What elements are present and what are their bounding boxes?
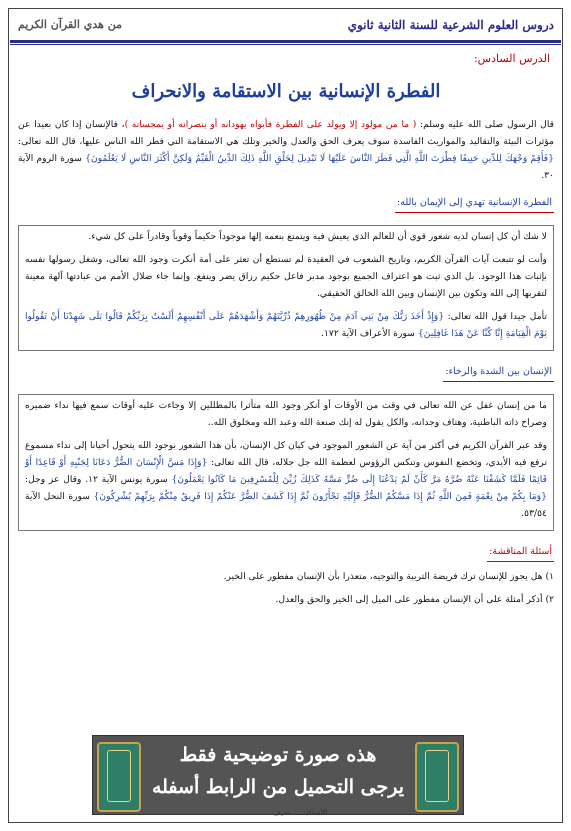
intro-lead: قال الرسول صلى الله عليه وسلم: [416, 119, 555, 130]
preview-banner[interactable] [92, 735, 464, 815]
section-box-fitra [18, 225, 554, 351]
intro-paragraph [18, 116, 554, 184]
intro-mid: ، فالإنسان إذا كان بعيدا عن مؤثرات البيئة والتقاليد والمواريث الفاسدة سوف يعرف الحق والعدل والخير وتلك هي الاستقامة التي فطر الله الناس عليها، قال الله تعالى: [18, 119, 554, 147]
section-heading-hardship: الإنسان بين الشدة والرخاء: [443, 363, 554, 382]
section1-p3-lead: تأمل جيدا قول الله تعالى: [444, 311, 548, 322]
book-icon [97, 742, 141, 812]
banner-text-download: يرجى التحميل من الرابط أسفله [151, 776, 405, 798]
question-item: ٢) أذكر أمثلة على أن الإنسان مفطور على الميل إلى الخير والحق والعدل. [275, 594, 554, 605]
section2-paragraph-2 [25, 437, 547, 522]
header-divider-thin [10, 44, 561, 45]
lesson-title: الفطرة الإنسانية بين الاستقامة والانحراف [131, 81, 441, 102]
section1-paragraph-3 [25, 308, 547, 342]
book-icon [415, 742, 459, 812]
section1-paragraph-2: وأنت لو تتبعت آيات القرآن الكريم، وتاريخ الشعوب في العقيدة لم تستطع أن تعثر على أمة أنكرت وجود الله تعالى، وشغل رسولها نفسه بإثبات هذا الوجود. بل الذي ثبت هو اعتراف الجميع بوجود مدبر فاعل حكيم رزاق يضر وينفع. وإنما جاء ضلال الأمم من عبادتها آلهة معينة لتقربها إلى الله وتكون بين الإنسان وبين الله الخالق الحقيقي. [25, 254, 547, 299]
banner-text-preview: هذه صورة توضيحية فقط [179, 744, 377, 766]
ayah-nahl: {وَمَا بِكُمْ مِنْ نِعْمَةٍ فَمِنَ اللَّهِ ثُمَّ إِذَا مَسَّكُمُ الضُّرُّ فَإِلَيْهِ تَجْأَرُونَ ثُمَّ إِذَا كَشَفَ الضُّرَّ عَنْكُمْ إِذَا فَرِيقٌ مِنْكُمْ بِرَبِّهِمْ يُشْرِكُونَ} [93, 491, 547, 502]
hadith-quote: ( ما من مولود إلا ويولد على الفطرة فأبواه يهودانه أو ينصرانه أو يمجسانه ) [124, 119, 417, 130]
ayah-araf: {وَإِذْ أَخَذَ رَبُّكَ مِنْ بَنِي آدَمَ مِنْ ظُهُورِهِمْ ذُرِّيَّتَهُمْ وَأَشْهَدَهُمْ عَلَى أَنْفُسِهِمْ أَلَسْتُ بِرَبِّكُمْ قَالُوا بَلَى شَهِدْنَا أَنْ تَقُولُوا يَوْمَ الْقِيَامَةِ إِنَّا كُنَّا عَنْ هَذَا غَافِلِينَ} [25, 311, 547, 339]
section-heading-questions: أسئلة المناقشة: [487, 543, 554, 562]
section2-p2-lead: وقد عبر القرآن الكريم في أكثر من آية عن الشعور الموجود في كيان كل الإنسان، بأن هذا الشعور بوجود الله يتحول أحيانا إلى نداء مسموع ترفع فيه الأيدي، وتخضع النفوس وتنكس الرؤوس لعظمة الله جل جلاله، قال الله تعالى: [25, 440, 547, 468]
section2-p2-mid: سورة يونس الآية ١٢. وقال عز وجل: [25, 474, 172, 485]
lesson-number: الدرس السادس: [473, 52, 550, 65]
section2-paragraph-1: ما من إنسان غفل عن الله تعالى في وقت من الأوقات أو أنكر وجود الله متأثرا بالمظللين إلا وجاءت عليه أوقات سمع فيها نداء ضميره وصراخ ذاته الباطنية، وهتاف وجدانه، والكل يقول له إنك صنعة الله وعبد الله ومخلوق الله.. [25, 400, 547, 428]
section-heading-fitra: الفطرة الإنسانية تهدي إلى الإيمان بالله: [395, 194, 554, 213]
section1-paragraph-1: لا شك أن كل إنسان لديه شعور قوي أن للعالم الذي يعيش فيه ويتمتع بنعمه إلها موجوداً حكيماً وقوياً وقادراً على كل شيء. [88, 231, 547, 242]
page-header [12, 18, 560, 42]
section-box-hardship [18, 394, 554, 531]
header-subtitle: من هدي القرآن الكريم [18, 18, 123, 31]
footer-author: الأستاذ: ... ضيف [272, 808, 328, 817]
lesson-content [18, 50, 554, 614]
header-title: دروس العلوم الشرعية للسنة الثانية ثانوي [347, 18, 554, 32]
ayah-yunus: {وَإِذَا مَسَّ الْإِنْسَانَ الضُّرُّ دَعَانَا لِجَنْبِهِ أَوْ قَاعِدًا أَوْ قَائِمًا فَلَمَّا كَشَفْنَا عَنْهُ ضُرَّهُ مَرَّ كَأَنْ لَمْ يَدْعُنَا إِلَى ضُرٍّ مَسَّهُ كَذَلِكَ زُيِّنَ لِلْمُسْرِفِينَ مَا كَانُوا يَعْمَلُونَ} [25, 457, 547, 485]
ayah-rum: {فَأَقِمْ وَجْهَكَ لِلدِّينِ حَنِيفًا فِطْرَتَ اللَّهِ الَّتِي فَطَرَ النَّاسَ عَلَيْهَا لَا تَبْدِيلَ لِخَلْقِ اللَّهِ ذَلِكَ الدِّينُ الْقَيِّمُ وَلَكِنَّ أَكْثَرَ النَّاسِ لَا يَعْلَمُونَ} [85, 153, 554, 164]
question-item: ١) هل يجوز للإنسان ترك فريضة التربية والتوجيه، متعذرا بأن الإنسان مفطور على الخير. [223, 571, 554, 582]
section1-p3-tail: سورة الأعراف الآية ١٧٢. [321, 328, 418, 339]
section2-p2-tail: سورة النحل الآية ٥٣/٥٤. [25, 491, 547, 519]
header-divider [10, 40, 561, 43]
intro-tail: سورة الروم الآية ٣٠. [18, 153, 554, 181]
